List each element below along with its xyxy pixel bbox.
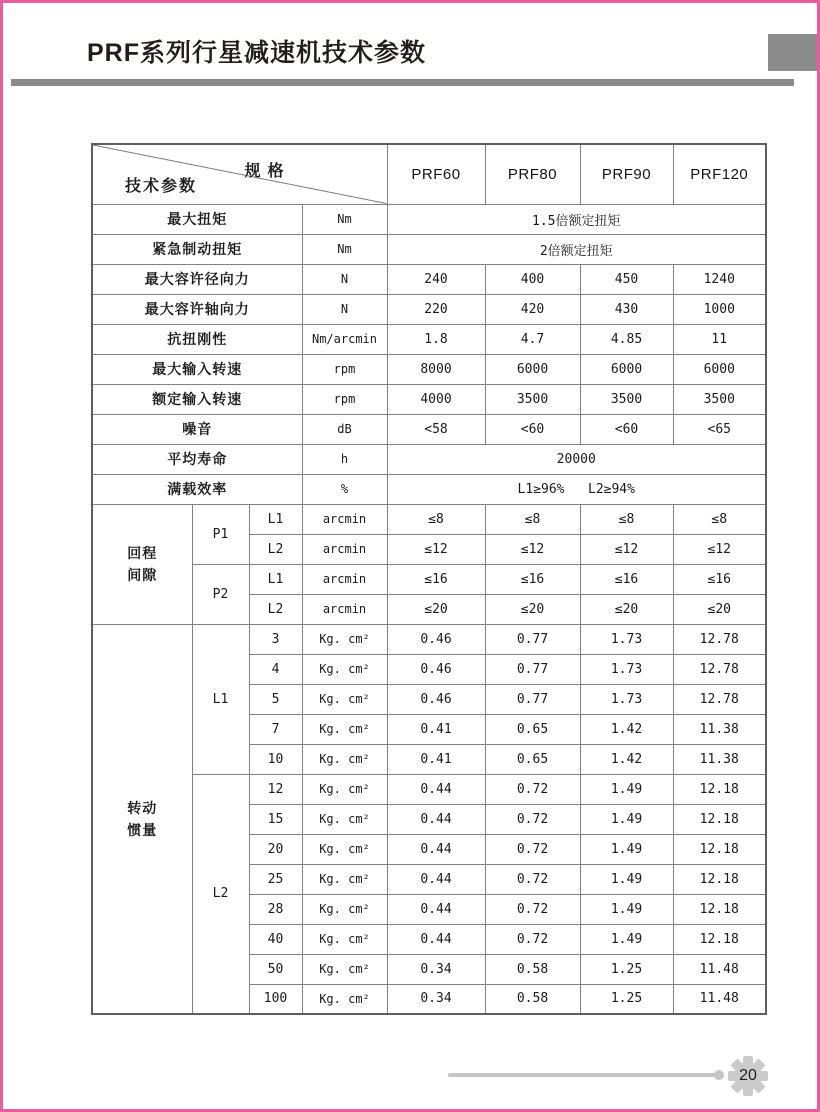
unit-cell: arcmin xyxy=(302,564,387,594)
value-cell: 1.49 xyxy=(580,864,673,894)
value-cell: 11.38 xyxy=(673,744,766,774)
table-row xyxy=(92,504,766,534)
span-value-cell: 20000 xyxy=(387,444,766,474)
span-value-cell: 2倍额定扭矩 xyxy=(387,234,766,264)
value-cell: ≤8 xyxy=(387,504,485,534)
value-cell: 0.58 xyxy=(485,984,580,1014)
value-cell: 1.42 xyxy=(580,714,673,744)
value-cell: ≤16 xyxy=(485,564,580,594)
value-cell: 0.41 xyxy=(387,714,485,744)
value-cell: 0.44 xyxy=(387,834,485,864)
value-cell: 12.78 xyxy=(673,654,766,684)
param-label-cell: 最大扭矩 xyxy=(92,204,302,234)
unit-cell: Kg. cm² xyxy=(302,684,387,714)
value-cell: ≤16 xyxy=(673,564,766,594)
value-cell: 4.85 xyxy=(580,324,673,354)
footer-rule xyxy=(448,1073,716,1077)
corner-param-label: 技术参数 xyxy=(125,177,198,195)
unit-cell: dB xyxy=(302,414,387,444)
unit-cell: Kg. cm² xyxy=(302,924,387,954)
value-cell: 3500 xyxy=(485,384,580,414)
unit-cell: h xyxy=(302,444,387,474)
table-row xyxy=(92,774,766,804)
table-row xyxy=(92,414,766,444)
sub-label-cell: L1 xyxy=(249,504,302,534)
unit-cell: Kg. cm² xyxy=(302,804,387,834)
group-label-cell: P1 xyxy=(192,504,249,564)
table-row xyxy=(92,264,766,294)
value-cell: 220 xyxy=(387,294,485,324)
param-label-cell: 额定输入转速 xyxy=(92,384,302,414)
value-cell: 11.38 xyxy=(673,714,766,744)
span-value-cell: L1≥96% L2≥94% xyxy=(387,474,766,504)
unit-cell: Kg. cm² xyxy=(302,744,387,774)
value-cell: 1.49 xyxy=(580,804,673,834)
ratio-cell: 7 xyxy=(249,714,302,744)
unit-cell: N xyxy=(302,264,387,294)
spec-table xyxy=(91,143,767,1015)
group-label-cell: P2 xyxy=(192,564,249,624)
sub-label-cell: L2 xyxy=(249,534,302,564)
unit-cell: Nm xyxy=(302,204,387,234)
value-cell: 1.42 xyxy=(580,744,673,774)
value-cell: 400 xyxy=(485,264,580,294)
page-number: 20 xyxy=(739,1067,757,1084)
value-cell: 4000 xyxy=(387,384,485,414)
value-cell: ≤12 xyxy=(387,534,485,564)
value-cell: 0.77 xyxy=(485,624,580,654)
header-corner-block xyxy=(768,34,820,71)
value-cell: 12.18 xyxy=(673,774,766,804)
value-cell: ≤12 xyxy=(580,534,673,564)
value-cell: 11 xyxy=(673,324,766,354)
value-cell: 0.34 xyxy=(387,954,485,984)
value-cell: 6000 xyxy=(580,354,673,384)
value-cell: 1.73 xyxy=(580,624,673,654)
table-row xyxy=(92,354,766,384)
table-row xyxy=(92,624,766,654)
unit-cell: Nm xyxy=(302,234,387,264)
backlash-section-label: 回程 间隙 xyxy=(92,504,192,624)
value-cell: ≤12 xyxy=(673,534,766,564)
param-label-cell: 噪音 xyxy=(92,414,302,444)
value-cell: ≤16 xyxy=(387,564,485,594)
value-cell: 0.72 xyxy=(485,834,580,864)
value-cell: 12.18 xyxy=(673,804,766,834)
value-cell: 1.49 xyxy=(580,894,673,924)
unit-cell: Kg. cm² xyxy=(302,654,387,684)
unit-cell: rpm xyxy=(302,354,387,384)
value-cell: ≤20 xyxy=(580,594,673,624)
ratio-cell: 12 xyxy=(249,774,302,804)
table-row xyxy=(92,324,766,354)
ratio-cell: 100 xyxy=(249,984,302,1014)
value-cell: 1240 xyxy=(673,264,766,294)
value-cell: 1.25 xyxy=(580,954,673,984)
value-cell: 11.48 xyxy=(673,954,766,984)
ratio-cell: 15 xyxy=(249,804,302,834)
unit-cell: % xyxy=(302,474,387,504)
ratio-cell: 25 xyxy=(249,864,302,894)
inertia-section-label: 转动 惯量 xyxy=(92,624,192,1014)
title-rule xyxy=(11,79,794,86)
unit-cell: Kg. cm² xyxy=(302,864,387,894)
value-cell: 12.18 xyxy=(673,834,766,864)
unit-cell: arcmin xyxy=(302,504,387,534)
value-cell: 1.49 xyxy=(580,924,673,954)
value-cell: 12.78 xyxy=(673,624,766,654)
unit-cell: N xyxy=(302,294,387,324)
value-cell: 450 xyxy=(580,264,673,294)
table-row xyxy=(92,384,766,414)
value-cell: ≤16 xyxy=(580,564,673,594)
value-cell: 420 xyxy=(485,294,580,324)
value-cell: <60 xyxy=(485,414,580,444)
sub-label-cell: L2 xyxy=(249,594,302,624)
sub-label-cell: L1 xyxy=(249,564,302,594)
unit-cell: Kg. cm² xyxy=(302,624,387,654)
ratio-cell: 28 xyxy=(249,894,302,924)
ratio-cell: 3 xyxy=(249,624,302,654)
value-cell: 0.72 xyxy=(485,804,580,834)
unit-cell: Kg. cm² xyxy=(302,774,387,804)
value-cell: 6000 xyxy=(485,354,580,384)
page-title: PRF系列行星减速机技术参数 xyxy=(87,39,427,67)
param-label-cell: 抗扭刚性 xyxy=(92,324,302,354)
footer-dot xyxy=(714,1070,724,1080)
value-cell: 0.44 xyxy=(387,774,485,804)
value-cell: 240 xyxy=(387,264,485,294)
value-cell: 0.44 xyxy=(387,804,485,834)
value-cell: 430 xyxy=(580,294,673,324)
value-cell: 12.78 xyxy=(673,684,766,714)
value-cell: ≤20 xyxy=(673,594,766,624)
column-header-prf120: PRF120 xyxy=(673,144,766,204)
ratio-cell: 50 xyxy=(249,954,302,984)
param-label-cell: 最大容许轴向力 xyxy=(92,294,302,324)
param-label-cell: 最大容许径向力 xyxy=(92,264,302,294)
group-label-cell: L1 xyxy=(192,624,249,774)
value-cell: 3500 xyxy=(580,384,673,414)
group-label-cell: L2 xyxy=(192,774,249,1014)
value-cell: 0.72 xyxy=(485,774,580,804)
value-cell: 0.72 xyxy=(485,924,580,954)
value-cell: 1.49 xyxy=(580,834,673,864)
ratio-cell: 20 xyxy=(249,834,302,864)
table-row xyxy=(92,204,766,234)
table-row xyxy=(92,294,766,324)
ratio-cell: 10 xyxy=(249,744,302,774)
unit-cell: Kg. cm² xyxy=(302,894,387,924)
unit-cell: rpm xyxy=(302,384,387,414)
value-cell: 0.58 xyxy=(485,954,580,984)
value-cell: ≤12 xyxy=(485,534,580,564)
table-row xyxy=(92,234,766,264)
value-cell: 0.41 xyxy=(387,744,485,774)
value-cell: 0.44 xyxy=(387,894,485,924)
corner-header-cell xyxy=(92,144,387,204)
value-cell: 0.65 xyxy=(485,714,580,744)
value-cell: 0.65 xyxy=(485,744,580,774)
value-cell: ≤8 xyxy=(673,504,766,534)
value-cell: 0.44 xyxy=(387,924,485,954)
value-cell: 0.72 xyxy=(485,864,580,894)
unit-cell: arcmin xyxy=(302,534,387,564)
column-header-prf60: PRF60 xyxy=(387,144,485,204)
value-cell: 1.49 xyxy=(580,774,673,804)
span-value-cell: 1.5倍额定扭矩 xyxy=(387,204,766,234)
value-cell: 12.18 xyxy=(673,924,766,954)
value-cell: 3500 xyxy=(673,384,766,414)
value-cell: ≤8 xyxy=(485,504,580,534)
ratio-cell: 5 xyxy=(249,684,302,714)
param-label-cell: 紧急制动扭矩 xyxy=(92,234,302,264)
ratio-cell: 40 xyxy=(249,924,302,954)
unit-cell: arcmin xyxy=(302,594,387,624)
value-cell: ≤8 xyxy=(580,504,673,534)
value-cell: ≤20 xyxy=(485,594,580,624)
value-cell: 11.48 xyxy=(673,984,766,1014)
value-cell: <60 xyxy=(580,414,673,444)
corner-spec-label: 规格 xyxy=(244,163,291,180)
value-cell: 0.77 xyxy=(485,684,580,714)
value-cell: 1000 xyxy=(673,294,766,324)
value-cell: 0.44 xyxy=(387,864,485,894)
param-label-cell: 最大输入转速 xyxy=(92,354,302,384)
value-cell: <65 xyxy=(673,414,766,444)
value-cell: ≤20 xyxy=(387,594,485,624)
unit-cell: Kg. cm² xyxy=(302,834,387,864)
param-label-cell: 满载效率 xyxy=(92,474,302,504)
value-cell: 1.73 xyxy=(580,684,673,714)
value-cell: 4.7 xyxy=(485,324,580,354)
value-cell: 0.46 xyxy=(387,624,485,654)
unit-cell: Kg. cm² xyxy=(302,984,387,1014)
value-cell: 0.46 xyxy=(387,654,485,684)
unit-cell: Nm/arcmin xyxy=(302,324,387,354)
value-cell: 0.46 xyxy=(387,684,485,714)
column-header-prf80: PRF80 xyxy=(485,144,580,204)
value-cell: 0.72 xyxy=(485,894,580,924)
value-cell: <58 xyxy=(387,414,485,444)
value-cell: 1.25 xyxy=(580,984,673,1014)
value-cell: 6000 xyxy=(673,354,766,384)
value-cell: 0.77 xyxy=(485,654,580,684)
column-header-prf90: PRF90 xyxy=(580,144,673,204)
value-cell: 8000 xyxy=(387,354,485,384)
unit-cell: Kg. cm² xyxy=(302,954,387,984)
value-cell: 0.34 xyxy=(387,984,485,1014)
header-row xyxy=(92,144,766,204)
unit-cell: Kg. cm² xyxy=(302,714,387,744)
page-number-badge xyxy=(726,1054,770,1098)
value-cell: 12.18 xyxy=(673,894,766,924)
value-cell: 12.18 xyxy=(673,864,766,894)
table-row xyxy=(92,564,766,594)
param-label-cell: 平均寿命 xyxy=(92,444,302,474)
table-row xyxy=(92,474,766,504)
ratio-cell: 4 xyxy=(249,654,302,684)
value-cell: 1.73 xyxy=(580,654,673,684)
table-row xyxy=(92,444,766,474)
value-cell: 1.8 xyxy=(387,324,485,354)
